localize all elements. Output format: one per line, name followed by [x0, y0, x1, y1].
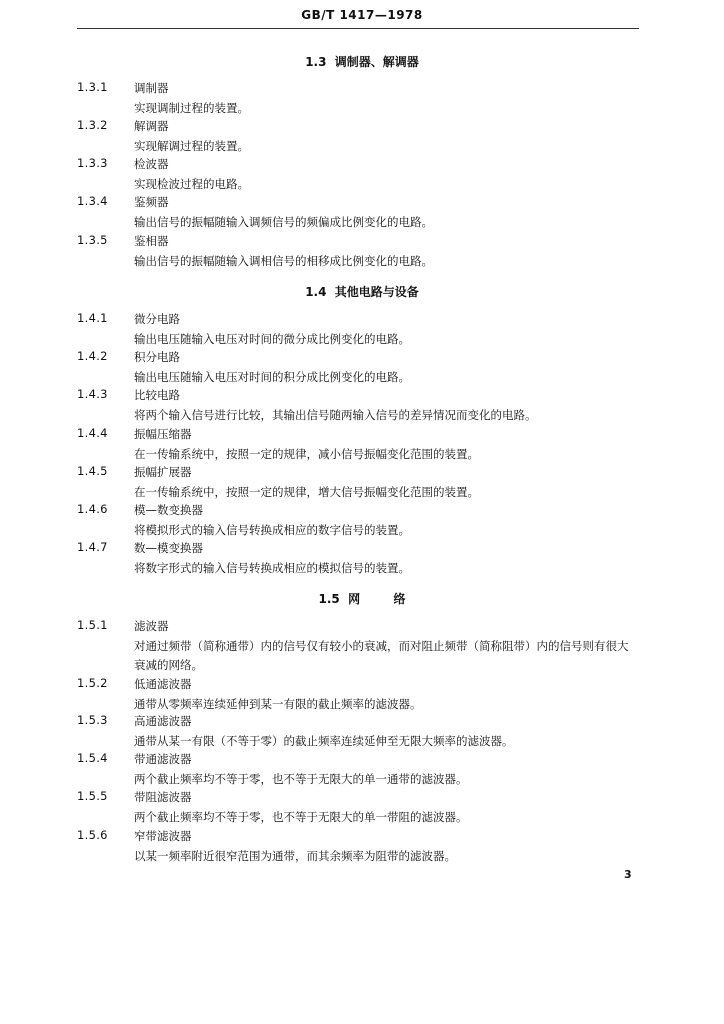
term-name: 带阻滤波器 — [134, 790, 192, 804]
header-rule — [77, 28, 639, 29]
term-definition: 在一传输系统中，按照一定的规律，减小信号振幅变化范围的装置。 — [134, 447, 479, 461]
term-definition: 实现解调过程的装置。 — [134, 139, 249, 153]
term-number: 1.4.7 — [77, 540, 108, 554]
term-name: 比较电路 — [134, 388, 180, 402]
term-name: 鉴频器 — [134, 195, 169, 209]
term-number: 1.5.6 — [77, 828, 108, 842]
term-definition: 在一传输系统中，按照一定的规律，增大信号振幅变化范围的装置。 — [134, 485, 479, 499]
section-heading-1-5: 1.5 网 络 — [318, 592, 406, 606]
term-definition: 对通过频带（简称通带）内的信号仅有较小的衰减，而对阻止频带（简称阻带）内的信号则有很大衰减的网络。 — [134, 639, 629, 672]
term-name: 高通滤波器 — [134, 714, 192, 728]
term-name: 微分电路 — [134, 312, 180, 326]
term-definition: 两个截止频率均不等于零，也不等于无限大的单一通带的滤波器。 — [134, 772, 468, 786]
term-number: 1.5.5 — [77, 789, 108, 803]
term-name: 滤波器 — [134, 619, 169, 633]
term-name: 振幅扩展器 — [134, 465, 192, 479]
term-number: 1.5.3 — [77, 713, 108, 727]
term-definition: 输出电压随输入电压对时间的微分成比例变化的电路。 — [134, 332, 410, 346]
term-number: 1.5.2 — [77, 676, 108, 690]
term-number: 1.3.5 — [77, 233, 108, 247]
term-definition: 通带从零频率连续延伸到某一有限的截止频率的滤波器。 — [134, 697, 422, 711]
term-name: 解调器 — [134, 119, 169, 133]
term-definition: 将两个输入信号进行比较，其输出信号随两输入信号的差异情况而变化的电路。 — [134, 408, 537, 422]
term-name: 带通滤波器 — [134, 752, 192, 766]
page-number: 3 — [624, 868, 632, 881]
section-heading-1-4: 1.4 其他电路与设备 — [305, 285, 419, 299]
term-name: 积分电路 — [134, 350, 180, 364]
term-name: 调制器 — [134, 81, 169, 95]
term-definition: 通带从某一有限（不等于零）的截止频率连续延伸至无限大频率的滤波器。 — [134, 734, 514, 748]
term-number: 1.5.4 — [77, 751, 108, 765]
term-number: 1.3.3 — [77, 156, 108, 170]
term-number: 1.3.4 — [77, 194, 108, 208]
term-number: 1.4.4 — [77, 426, 108, 440]
term-name: 低通滤波器 — [134, 677, 192, 691]
term-definition: 将模拟形式的输入信号转换成相应的数字信号的装置。 — [134, 523, 410, 537]
term-definition: 输出信号的振幅随输入调相信号的相移成比例变化的电路。 — [134, 254, 433, 268]
term-name: 检波器 — [134, 157, 169, 171]
term-number: 1.4.3 — [77, 387, 108, 401]
term-definition: 输出电压随输入电压对时间的积分成比例变化的电路。 — [134, 370, 410, 384]
term-name: 鉴相器 — [134, 234, 169, 248]
section-heading-1-3: 1.3 调制器、解调器 — [305, 55, 419, 69]
term-name: 模—数变换器 — [134, 503, 203, 517]
term-number: 1.4.1 — [77, 311, 108, 325]
term-definition: 两个截止频率均不等于零，也不等于无限大的单一带阻的滤波器。 — [134, 810, 468, 824]
term-definition: 实现检波过程的电路。 — [134, 177, 249, 191]
term-number: 1.4.5 — [77, 464, 108, 478]
term-definition: 将数字形式的输入信号转换成相应的模拟信号的装置。 — [134, 561, 410, 575]
standard-number: GB/T 1417—1978 — [301, 8, 423, 22]
term-name: 窄带滤波器 — [134, 829, 192, 843]
term-definition: 实现调制过程的装置。 — [134, 101, 249, 115]
term-number: 1.3.1 — [77, 80, 108, 94]
term-name: 振幅压缩器 — [134, 427, 192, 441]
term-number: 1.5.1 — [77, 618, 108, 632]
term-number: 1.3.2 — [77, 118, 108, 132]
term-definition: 以某一频率附近很窄范围为通带，而其余频率为阻带的滤波器。 — [134, 849, 456, 863]
term-number: 1.4.2 — [77, 349, 108, 363]
term-definition: 输出信号的振幅随输入调频信号的频偏成比例变化的电路。 — [134, 215, 433, 229]
term-number: 1.4.6 — [77, 502, 108, 516]
term-name: 数—模变换器 — [134, 541, 203, 555]
